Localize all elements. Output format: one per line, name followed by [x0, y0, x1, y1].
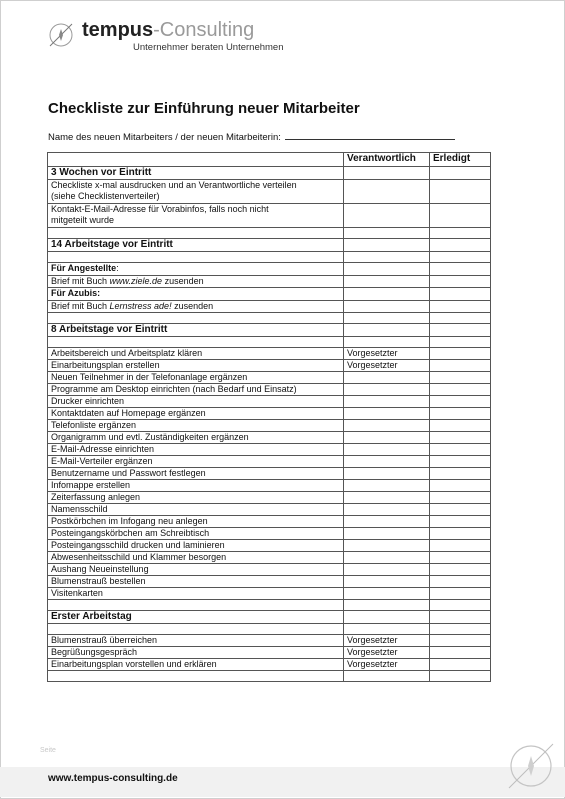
done-cell	[430, 659, 491, 671]
responsible-cell	[344, 611, 430, 624]
spacer-cell	[430, 671, 491, 682]
table-spacer-row	[48, 313, 491, 324]
table-row	[48, 468, 491, 480]
compass-logo-icon	[46, 20, 76, 50]
table-row	[48, 540, 491, 552]
responsible-cell	[344, 420, 430, 432]
responsible-cell	[344, 552, 430, 564]
table-row	[48, 552, 491, 564]
spacer-cell	[48, 337, 344, 348]
document-title: Checkliste zur Einführung neuer Mitarbeiter	[48, 100, 360, 117]
task-cell: Neuen Teilnehmer in der Telefonanlage ergänzen	[48, 372, 344, 384]
done-cell	[430, 420, 491, 432]
spacer-cell	[430, 313, 491, 324]
task-cell: Benutzername und Passwort festlegen	[48, 468, 344, 480]
done-cell	[430, 444, 491, 456]
spacer-cell	[344, 671, 430, 682]
done-cell	[430, 301, 491, 313]
task-cell: Blumenstrauß überreichen	[48, 635, 344, 647]
task-text-em: www.ziele.de	[109, 276, 163, 286]
table-row	[48, 180, 491, 204]
responsible-cell	[344, 588, 430, 600]
spacer-cell	[430, 252, 491, 263]
task-cell: Zeiterfassung anlegen	[48, 492, 344, 504]
section-heading: 8 Arbeitstage vor Eintritt	[48, 324, 344, 337]
table-row	[48, 564, 491, 576]
spacer-cell	[430, 624, 491, 635]
faint-watermark: Seite	[40, 747, 56, 754]
task-cell: Einarbeitungsplan erstellen	[48, 360, 344, 372]
responsible-cell: Vorgesetzter	[344, 360, 430, 372]
task-cell	[48, 204, 344, 228]
spacer-cell	[48, 600, 344, 611]
done-cell	[430, 276, 491, 288]
table-row	[48, 528, 491, 540]
compass-watermark-icon	[505, 740, 557, 792]
name-field	[48, 130, 455, 143]
table-header-row	[48, 153, 491, 167]
task-cell: Postkörbchen im Infogang neu anlegen	[48, 516, 344, 528]
done-cell	[430, 576, 491, 588]
task-cell: Organigramm und evtl. Zuständigkeiten ergänzen	[48, 432, 344, 444]
task-cell: Posteingangsschild drucken und laminieren	[48, 540, 344, 552]
brand-light: -Consulting	[153, 19, 255, 41]
done-cell	[430, 204, 491, 228]
responsible-cell	[344, 528, 430, 540]
task-cell: Infomappe erstellen	[48, 480, 344, 492]
header-done-cell: Erledigt	[430, 153, 491, 167]
table-row	[48, 432, 491, 444]
brand-bold: tempus	[82, 19, 154, 41]
done-cell	[430, 384, 491, 396]
table-row	[48, 396, 491, 408]
table-row	[48, 301, 491, 313]
responsible-cell	[344, 180, 430, 204]
group-label-row	[48, 263, 491, 276]
table-row	[48, 348, 491, 360]
spacer-cell	[430, 337, 491, 348]
task-cell: Blumenstrauß bestellen	[48, 576, 344, 588]
done-cell	[430, 263, 491, 276]
responsible-cell	[344, 372, 430, 384]
group-label-text: Für Azubis:	[51, 288, 101, 298]
spacer-cell	[344, 600, 430, 611]
header-task-cell	[48, 153, 344, 167]
spacer-cell	[48, 313, 344, 324]
table-row	[48, 276, 491, 288]
done-cell	[430, 611, 491, 624]
done-cell	[430, 516, 491, 528]
done-cell	[430, 492, 491, 504]
task-cell	[48, 276, 344, 288]
task-cell: Visitenkarten	[48, 588, 344, 600]
table-spacer-row	[48, 252, 491, 263]
responsible-cell	[344, 204, 430, 228]
task-cell: Einarbeitungsplan vorstellen und erklären	[48, 659, 344, 671]
table-row	[48, 420, 491, 432]
task-cell: E-Mail-Adresse einrichten	[48, 444, 344, 456]
group-label-text: Für Angestellte	[51, 263, 117, 273]
table-spacer-row	[48, 337, 491, 348]
task-cell: Programme am Desktop einrichten (nach Bedarf und Einsatz)	[48, 384, 344, 396]
table-row	[48, 480, 491, 492]
table-row	[48, 384, 491, 396]
table-row	[48, 372, 491, 384]
done-cell	[430, 432, 491, 444]
responsible-cell	[344, 301, 430, 313]
responsible-cell: Vorgesetzter	[344, 635, 430, 647]
section-heading: Erster Arbeitstag	[48, 611, 344, 624]
name-prompt: Name des neuen Mitarbeiters / der neuen Mitarbeiterin:	[48, 132, 281, 143]
table-row	[48, 659, 491, 671]
task-text-post: zusenden	[162, 276, 204, 286]
responsible-cell	[344, 480, 430, 492]
spacer-cell	[344, 228, 430, 239]
spacer-cell	[48, 624, 344, 635]
section-heading: 3 Wochen vor Eintritt	[48, 167, 344, 180]
responsible-cell	[344, 408, 430, 420]
section-heading: 14 Arbeitstage vor Eintritt	[48, 239, 344, 252]
task-cell: Begrüßungsgespräch	[48, 647, 344, 659]
table-row	[48, 647, 491, 659]
responsible-cell	[344, 516, 430, 528]
spacer-cell	[344, 337, 430, 348]
brand-name	[82, 18, 254, 42]
group-label	[48, 263, 344, 276]
table-row	[48, 504, 491, 516]
task-cell: E-Mail-Verteiler ergänzen	[48, 456, 344, 468]
footer-url: www.tempus-consulting.de	[48, 773, 178, 784]
responsible-cell	[344, 456, 430, 468]
done-cell	[430, 588, 491, 600]
done-cell	[430, 468, 491, 480]
task-cell: Telefonliste ergänzen	[48, 420, 344, 432]
table-spacer-row	[48, 624, 491, 635]
brand-tagline: Unternehmer beraten Unternehmen	[133, 42, 284, 53]
done-cell	[430, 408, 491, 420]
done-cell	[430, 504, 491, 516]
table-spacer-row	[48, 671, 491, 682]
spacer-cell	[344, 313, 430, 324]
done-cell	[430, 372, 491, 384]
table-row	[48, 588, 491, 600]
done-cell	[430, 167, 491, 180]
group-label-suffix: :	[116, 263, 119, 273]
group-label-row	[48, 288, 491, 301]
task-cell	[48, 180, 344, 204]
table-row	[48, 492, 491, 504]
responsible-cell	[344, 492, 430, 504]
task-cell	[48, 301, 344, 313]
responsible-cell	[344, 432, 430, 444]
section-heading-row	[48, 239, 491, 252]
spacer-cell	[48, 671, 344, 682]
section-heading-row	[48, 324, 491, 337]
section-heading-row	[48, 167, 491, 180]
spacer-cell	[430, 228, 491, 239]
done-cell	[430, 480, 491, 492]
responsible-cell	[344, 504, 430, 516]
task-text-post: zusenden	[171, 301, 214, 311]
task-text-em: Lernstress ade!	[109, 301, 172, 311]
responsible-cell	[344, 468, 430, 480]
task-cell: Abwesenheitsschild und Klammer besorgen	[48, 552, 344, 564]
task-text-pre: Brief mit Buch	[51, 301, 110, 311]
done-cell	[430, 396, 491, 408]
table-spacer-row	[48, 600, 491, 611]
task-cell: Kontaktdaten auf Homepage ergänzen	[48, 408, 344, 420]
done-cell	[430, 564, 491, 576]
task-cell: Aushang Neueinstellung	[48, 564, 344, 576]
task-line: mitgeteilt wurde	[51, 215, 115, 225]
responsible-cell	[344, 396, 430, 408]
spacer-cell	[344, 252, 430, 263]
spacer-cell	[344, 624, 430, 635]
name-blank-line	[285, 130, 455, 140]
table-row	[48, 204, 491, 228]
responsible-cell	[344, 564, 430, 576]
spacer-cell	[48, 252, 344, 263]
table-row	[48, 360, 491, 372]
task-line: Checkliste x-mal ausdrucken und an Verantwortliche verteilen	[51, 180, 297, 190]
done-cell	[430, 348, 491, 360]
done-cell	[430, 647, 491, 659]
done-cell	[430, 552, 491, 564]
table-row	[48, 516, 491, 528]
responsible-cell	[344, 540, 430, 552]
done-cell	[430, 635, 491, 647]
task-cell: Namensschild	[48, 504, 344, 516]
done-cell	[430, 324, 491, 337]
done-cell	[430, 528, 491, 540]
task-line: Kontakt-E-Mail-Adresse für Vorabinfos, falls noch nicht	[51, 204, 269, 214]
section-heading-row	[48, 611, 491, 624]
responsible-cell	[344, 384, 430, 396]
done-cell	[430, 360, 491, 372]
spacer-cell	[48, 228, 344, 239]
done-cell	[430, 288, 491, 301]
done-cell	[430, 180, 491, 204]
group-label	[48, 288, 344, 301]
responsible-cell	[344, 324, 430, 337]
task-cell: Drucker einrichten	[48, 396, 344, 408]
table-row	[48, 456, 491, 468]
responsible-cell	[344, 288, 430, 301]
table-row	[48, 576, 491, 588]
responsible-cell	[344, 263, 430, 276]
responsible-cell: Vorgesetzter	[344, 647, 430, 659]
responsible-cell	[344, 444, 430, 456]
done-cell	[430, 239, 491, 252]
table-row	[48, 444, 491, 456]
responsible-cell	[344, 276, 430, 288]
spacer-cell	[430, 600, 491, 611]
table-spacer-row	[48, 228, 491, 239]
responsible-cell: Vorgesetzter	[344, 659, 430, 671]
task-text-pre: Brief mit Buch	[51, 276, 110, 286]
table-row	[48, 408, 491, 420]
task-cell: Arbeitsbereich und Arbeitsplatz klären	[48, 348, 344, 360]
responsible-cell	[344, 167, 430, 180]
done-cell	[430, 456, 491, 468]
checklist-table	[47, 152, 491, 682]
done-cell	[430, 540, 491, 552]
header-responsible-cell: Verantwortlich	[344, 153, 430, 167]
responsible-cell: Vorgesetzter	[344, 348, 430, 360]
table-row	[48, 635, 491, 647]
responsible-cell	[344, 239, 430, 252]
task-cell: Posteingangskörbchen am Schreibtisch	[48, 528, 344, 540]
responsible-cell	[344, 576, 430, 588]
task-line: (siehe Checklistenverteiler)	[51, 191, 160, 201]
